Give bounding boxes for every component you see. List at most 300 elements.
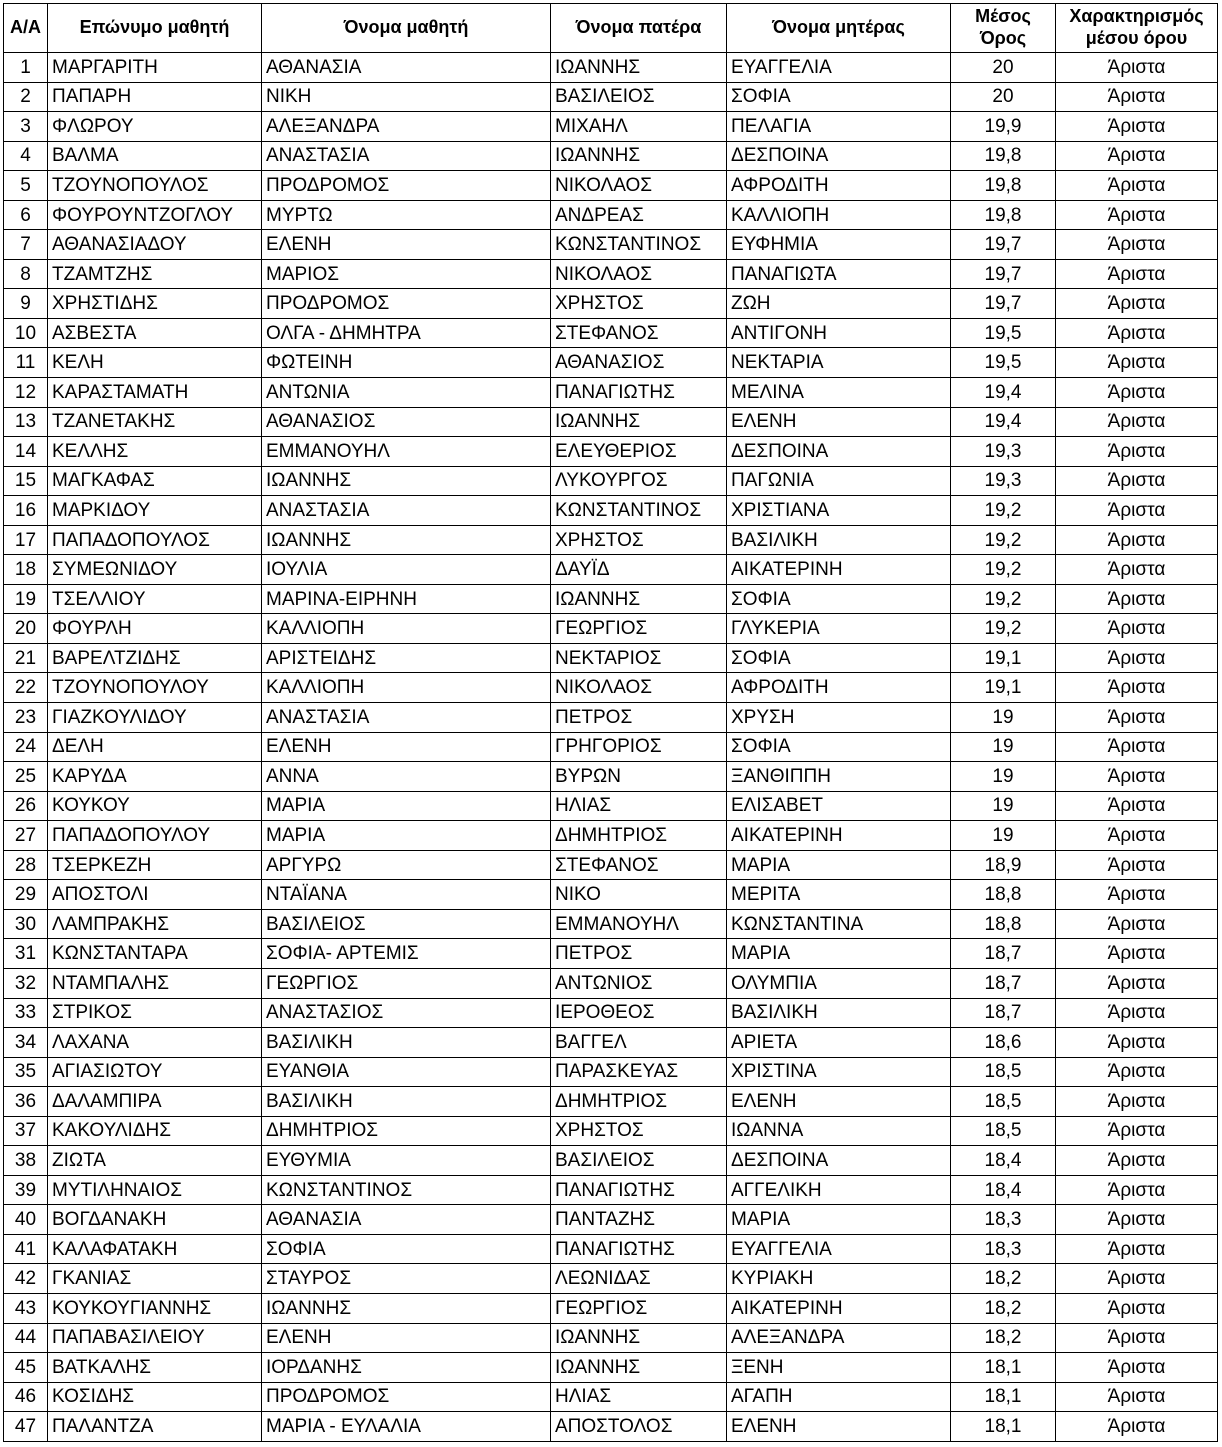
cell-father: ΙΩΑΝΝΗΣ bbox=[551, 584, 727, 614]
cell-grade: Άριστα bbox=[1056, 437, 1218, 467]
cell-surname: ΚΑΡΑΣΤΑΜΑΤΗ bbox=[48, 378, 262, 408]
cell-surname: ΑΓΙΑΣΙΩΤΟΥ bbox=[48, 1057, 262, 1087]
cell-name: ΕΥΑΝΘΙΑ bbox=[262, 1057, 551, 1087]
table-row bbox=[4, 289, 1218, 319]
cell-father: ΧΡΗΣΤΟΣ bbox=[551, 1116, 727, 1146]
cell-mother: ΚΑΛΛΙΟΠΗ bbox=[727, 200, 951, 230]
cell-father: ΠΕΤΡΟΣ bbox=[551, 939, 727, 969]
cell-mother: ΙΩΑΝΝΑ bbox=[727, 1116, 951, 1146]
cell-father: ΔΑΥΪΔ bbox=[551, 555, 727, 585]
cell-name: ΑΝΑΣΤΑΣΙΑ bbox=[262, 496, 551, 526]
cell-average: 19,2 bbox=[951, 525, 1056, 555]
cell-surname: ΑΠΟΣΤΟΛΙ bbox=[48, 880, 262, 910]
cell-mother: ΑΛΕΞΑΝΔΡΑ bbox=[727, 1323, 951, 1353]
cell-average: 18,9 bbox=[951, 850, 1056, 880]
cell-mother: ΒΑΣΙΛΙΚΗ bbox=[727, 998, 951, 1028]
cell-mother: ΖΩΗ bbox=[727, 289, 951, 319]
cell-surname: ΝΤΑΜΠΑΛΗΣ bbox=[48, 968, 262, 998]
table-row bbox=[4, 200, 1218, 230]
cell-average: 20 bbox=[951, 53, 1056, 83]
students-table bbox=[3, 3, 1218, 1442]
cell-father: ΑΝΤΩΝΙΟΣ bbox=[551, 968, 727, 998]
cell-name: ΒΑΣΙΛΙΚΗ bbox=[262, 1028, 551, 1058]
cell-surname: ΔΕΛΗ bbox=[48, 732, 262, 762]
cell-name: ΙΩΑΝΝΗΣ bbox=[262, 466, 551, 496]
table-row bbox=[4, 437, 1218, 467]
header-grade bbox=[1056, 4, 1218, 53]
cell-name: ΑΝΝΑ bbox=[262, 762, 551, 792]
cell-surname: ΜΥΤΙΛΗΝΑΙΟΣ bbox=[48, 1175, 262, 1205]
cell-mother: ΝΕΚΤΑΡΙΑ bbox=[727, 348, 951, 378]
cell-name: ΙΩΑΝΝΗΣ bbox=[262, 525, 551, 555]
table-row bbox=[4, 643, 1218, 673]
cell-aa: 43 bbox=[4, 1293, 48, 1323]
cell-aa: 19 bbox=[4, 584, 48, 614]
table-row bbox=[4, 1382, 1218, 1412]
cell-grade: Άριστα bbox=[1056, 407, 1218, 437]
cell-aa: 38 bbox=[4, 1146, 48, 1176]
cell-mother: ΠΕΛΑΓΙΑ bbox=[727, 112, 951, 142]
cell-average: 18,4 bbox=[951, 1146, 1056, 1176]
cell-surname: ΤΖΑΝΕΤΑΚΗΣ bbox=[48, 407, 262, 437]
cell-grade: Άριστα bbox=[1056, 643, 1218, 673]
cell-surname: ΚΟΥΚΟΥ bbox=[48, 791, 262, 821]
cell-name: ΕΛΕΝΗ bbox=[262, 1323, 551, 1353]
table-row bbox=[4, 53, 1218, 83]
cell-grade: Άριστα bbox=[1056, 939, 1218, 969]
cell-name: ΒΑΣΙΛΕΙΟΣ bbox=[262, 909, 551, 939]
cell-surname: ΛΑΧΑΝΑ bbox=[48, 1028, 262, 1058]
cell-mother: ΜΕΡΙΤΑ bbox=[727, 880, 951, 910]
header-surname: Επώνυμο μαθητή bbox=[48, 4, 262, 53]
cell-surname: ΤΖΑΜΤΖΗΣ bbox=[48, 259, 262, 289]
cell-surname: ΠΑΠΑΔΟΠΟΥΛΟΣ bbox=[48, 525, 262, 555]
cell-name: ΕΛΕΝΗ bbox=[262, 732, 551, 762]
cell-surname: ΤΣΕΡΚΕΖΗ bbox=[48, 850, 262, 880]
table-row bbox=[4, 673, 1218, 703]
cell-father: ΛΕΩΝΙΔΑΣ bbox=[551, 1264, 727, 1294]
cell-surname: ΚΩΝΣΤΑΝΤΑΡΑ bbox=[48, 939, 262, 969]
header-father: Όνομα πατέρα bbox=[551, 4, 727, 53]
cell-aa: 11 bbox=[4, 348, 48, 378]
table-row bbox=[4, 555, 1218, 585]
header-average-line2: Όρος bbox=[979, 28, 1027, 48]
cell-average: 18,7 bbox=[951, 939, 1056, 969]
table-row bbox=[4, 1175, 1218, 1205]
cell-name: ΑΝΑΣΤΑΣΙΑ bbox=[262, 141, 551, 171]
cell-mother: ΔΕΣΠΟΙΝΑ bbox=[727, 437, 951, 467]
cell-aa: 8 bbox=[4, 259, 48, 289]
cell-aa: 39 bbox=[4, 1175, 48, 1205]
cell-average: 19 bbox=[951, 703, 1056, 733]
cell-surname: ΑΘΑΝΑΣΙΑΔΟΥ bbox=[48, 230, 262, 260]
cell-father: ΠΑΝΑΓΙΩΤΗΣ bbox=[551, 1175, 727, 1205]
cell-father: ΣΤΕΦΑΝΟΣ bbox=[551, 318, 727, 348]
cell-mother: ΠΑΓΩΝΙΑ bbox=[727, 466, 951, 496]
cell-aa: 45 bbox=[4, 1353, 48, 1383]
cell-average: 19,7 bbox=[951, 230, 1056, 260]
cell-mother: ΑΦΡΟΔΙΤΗ bbox=[727, 673, 951, 703]
cell-father: ΒΑΣΙΛΕΙΟΣ bbox=[551, 1146, 727, 1176]
cell-grade: Άριστα bbox=[1056, 880, 1218, 910]
cell-name: ΑΘΑΝΑΣΙΑ bbox=[262, 1205, 551, 1235]
header-grade-line1: Χαρακτηρισμός bbox=[1069, 6, 1204, 27]
cell-surname: ΠΑΠΑΔΟΠΟΥΛΟΥ bbox=[48, 821, 262, 851]
cell-aa: 6 bbox=[4, 200, 48, 230]
cell-average: 19,1 bbox=[951, 673, 1056, 703]
cell-grade: Άριστα bbox=[1056, 1116, 1218, 1146]
cell-grade: Άριστα bbox=[1056, 998, 1218, 1028]
cell-aa: 27 bbox=[4, 821, 48, 851]
cell-name: ΣΟΦΙΑ- ΑΡΤΕΜΙΣ bbox=[262, 939, 551, 969]
cell-father: ΓΕΩΡΓΙΟΣ bbox=[551, 614, 727, 644]
table-row bbox=[4, 318, 1218, 348]
cell-name: ΙΟΥΛΙΑ bbox=[262, 555, 551, 585]
table-row bbox=[4, 1293, 1218, 1323]
cell-name: ΠΡΟΔΡΟΜΟΣ bbox=[262, 171, 551, 201]
cell-surname: ΑΣΒΕΣΤΑ bbox=[48, 318, 262, 348]
cell-aa: 37 bbox=[4, 1116, 48, 1146]
cell-mother: ΜΑΡΙΑ bbox=[727, 939, 951, 969]
cell-surname: ΤΖΟΥΝΟΠΟΥΛΟΥ bbox=[48, 673, 262, 703]
cell-name: ΑΡΓΥΡΩ bbox=[262, 850, 551, 880]
cell-average: 19,8 bbox=[951, 171, 1056, 201]
cell-father: ΙΕΡΟΘΕΟΣ bbox=[551, 998, 727, 1028]
cell-average: 18,1 bbox=[951, 1412, 1056, 1442]
cell-surname: ΧΡΗΣΤΙΔΗΣ bbox=[48, 289, 262, 319]
cell-name: ΑΝΑΣΤΑΣΙΑ bbox=[262, 703, 551, 733]
table-row bbox=[4, 378, 1218, 408]
cell-grade: Άριστα bbox=[1056, 1175, 1218, 1205]
cell-average: 18,2 bbox=[951, 1293, 1056, 1323]
table-row bbox=[4, 968, 1218, 998]
cell-surname: ΚΑΡΥΔΑ bbox=[48, 762, 262, 792]
table-row bbox=[4, 850, 1218, 880]
cell-mother: ΓΛΥΚΕΡΙΑ bbox=[727, 614, 951, 644]
cell-aa: 7 bbox=[4, 230, 48, 260]
cell-aa: 46 bbox=[4, 1382, 48, 1412]
table-row bbox=[4, 112, 1218, 142]
cell-average: 19,9 bbox=[951, 112, 1056, 142]
cell-name: ΜΑΡΙΑ bbox=[262, 821, 551, 851]
cell-father: ΔΗΜΗΤΡΙΟΣ bbox=[551, 821, 727, 851]
cell-aa: 9 bbox=[4, 289, 48, 319]
table-row bbox=[4, 1264, 1218, 1294]
cell-grade: Άριστα bbox=[1056, 525, 1218, 555]
cell-average: 18,3 bbox=[951, 1205, 1056, 1235]
cell-mother: ΔΕΣΠΟΙΝΑ bbox=[727, 141, 951, 171]
cell-aa: 32 bbox=[4, 968, 48, 998]
cell-grade: Άριστα bbox=[1056, 230, 1218, 260]
cell-name: ΕΜΜΑΝΟΥΗΛ bbox=[262, 437, 551, 467]
cell-aa: 26 bbox=[4, 791, 48, 821]
cell-father: ΗΛΙΑΣ bbox=[551, 1382, 727, 1412]
cell-mother: ΞΕΝΗ bbox=[727, 1353, 951, 1383]
cell-grade: Άριστα bbox=[1056, 171, 1218, 201]
cell-surname: ΜΑΡΓΑΡΙΤΗ bbox=[48, 53, 262, 83]
cell-average: 19,2 bbox=[951, 496, 1056, 526]
cell-name: ΒΑΣΙΛΙΚΗ bbox=[262, 1087, 551, 1117]
cell-grade: Άριστα bbox=[1056, 1234, 1218, 1264]
cell-average: 19,3 bbox=[951, 466, 1056, 496]
table-row bbox=[4, 998, 1218, 1028]
cell-surname: ΚΑΚΟΥΛΙΔΗΣ bbox=[48, 1116, 262, 1146]
cell-aa: 18 bbox=[4, 555, 48, 585]
cell-father: ΑΘΑΝΑΣΙΟΣ bbox=[551, 348, 727, 378]
cell-mother: ΟΛΥΜΠΙΑ bbox=[727, 968, 951, 998]
table-row bbox=[4, 762, 1218, 792]
cell-father: ΙΩΑΝΝΗΣ bbox=[551, 1323, 727, 1353]
table-row bbox=[4, 821, 1218, 851]
cell-surname: ΛΑΜΠΡΑΚΗΣ bbox=[48, 909, 262, 939]
cell-aa: 17 bbox=[4, 525, 48, 555]
cell-mother: ΑΙΚΑΤΕΡΙΝΗ bbox=[727, 821, 951, 851]
cell-grade: Άριστα bbox=[1056, 673, 1218, 703]
cell-grade: Άριστα bbox=[1056, 732, 1218, 762]
cell-name: ΠΡΟΔΡΟΜΟΣ bbox=[262, 289, 551, 319]
cell-grade: Άριστα bbox=[1056, 259, 1218, 289]
cell-average: 18,3 bbox=[951, 1234, 1056, 1264]
cell-name: ΣΟΦΙΑ bbox=[262, 1234, 551, 1264]
cell-average: 19,5 bbox=[951, 348, 1056, 378]
table-row bbox=[4, 584, 1218, 614]
table-row bbox=[4, 703, 1218, 733]
cell-average: 18,5 bbox=[951, 1057, 1056, 1087]
cell-average: 19,3 bbox=[951, 437, 1056, 467]
cell-average: 18,8 bbox=[951, 880, 1056, 910]
cell-aa: 31 bbox=[4, 939, 48, 969]
table-row bbox=[4, 1087, 1218, 1117]
cell-surname: ΠΑΛΑΝΤΖΑ bbox=[48, 1412, 262, 1442]
cell-grade: Άριστα bbox=[1056, 1146, 1218, 1176]
cell-father: ΙΩΑΝΝΗΣ bbox=[551, 53, 727, 83]
cell-father: ΠΑΝΑΓΙΩΤΗΣ bbox=[551, 378, 727, 408]
cell-father: ΝΕΚΤΑΡΙΟΣ bbox=[551, 643, 727, 673]
cell-grade: Άριστα bbox=[1056, 1087, 1218, 1117]
cell-grade: Άριστα bbox=[1056, 968, 1218, 998]
cell-average: 18,5 bbox=[951, 1116, 1056, 1146]
cell-mother: ΜΕΛΙΝΑ bbox=[727, 378, 951, 408]
cell-surname: ΦΟΥΡΟΥΝΤΖΟΓΛΟΥ bbox=[48, 200, 262, 230]
cell-father: ΙΩΑΝΝΗΣ bbox=[551, 407, 727, 437]
cell-average: 18,2 bbox=[951, 1323, 1056, 1353]
header-name: Όνομα μαθητή bbox=[262, 4, 551, 53]
header-average bbox=[951, 4, 1056, 53]
cell-name: ΚΑΛΛΙΟΠΗ bbox=[262, 673, 551, 703]
cell-father: ΙΩΑΝΝΗΣ bbox=[551, 1353, 727, 1383]
cell-average: 19 bbox=[951, 791, 1056, 821]
cell-mother: ΣΟΦΙΑ bbox=[727, 584, 951, 614]
cell-aa: 15 bbox=[4, 466, 48, 496]
cell-grade: Άριστα bbox=[1056, 496, 1218, 526]
cell-grade: Άριστα bbox=[1056, 141, 1218, 171]
cell-average: 19,2 bbox=[951, 555, 1056, 585]
cell-surname: ΦΟΥΡΛΗ bbox=[48, 614, 262, 644]
cell-father: ΣΤΕΦΑΝΟΣ bbox=[551, 850, 727, 880]
cell-aa: 25 bbox=[4, 762, 48, 792]
cell-name: ΠΡΟΔΡΟΜΟΣ bbox=[262, 1382, 551, 1412]
cell-father: ΓΕΩΡΓΙΟΣ bbox=[551, 1293, 727, 1323]
cell-name: ΚΑΛΛΙΟΠΗ bbox=[262, 614, 551, 644]
cell-name: ΙΩΑΝΝΗΣ bbox=[262, 1293, 551, 1323]
cell-mother: ΑΙΚΑΤΕΡΙΝΗ bbox=[727, 555, 951, 585]
cell-average: 18,2 bbox=[951, 1264, 1056, 1294]
cell-average: 19,2 bbox=[951, 614, 1056, 644]
cell-father: ΕΛΕΥΘΕΡΙΟΣ bbox=[551, 437, 727, 467]
cell-grade: Άριστα bbox=[1056, 1264, 1218, 1294]
cell-average: 19,4 bbox=[951, 378, 1056, 408]
cell-name: ΓΕΩΡΓΙΟΣ bbox=[262, 968, 551, 998]
cell-father: ΒΑΓΓΕΛ bbox=[551, 1028, 727, 1058]
cell-aa: 40 bbox=[4, 1205, 48, 1235]
cell-surname: ΒΑΤΚΑΛΗΣ bbox=[48, 1353, 262, 1383]
cell-father: ΒΑΣΙΛΕΙΟΣ bbox=[551, 82, 727, 112]
cell-surname: ΒΟΓΔΑΝΑΚΗ bbox=[48, 1205, 262, 1235]
table-row bbox=[4, 1353, 1218, 1383]
cell-father: ΒΥΡΩΝ bbox=[551, 762, 727, 792]
cell-mother: ΕΛΕΝΗ bbox=[727, 1087, 951, 1117]
cell-aa: 3 bbox=[4, 112, 48, 142]
cell-average: 18,7 bbox=[951, 998, 1056, 1028]
cell-mother: ΕΥΦΗΜΙΑ bbox=[727, 230, 951, 260]
table-row bbox=[4, 732, 1218, 762]
cell-father: ΚΩΝΣΤΑΝΤΙΝΟΣ bbox=[551, 230, 727, 260]
cell-name: ΑΝΤΩΝΙΑ bbox=[262, 378, 551, 408]
cell-surname: ΜΑΡΚΙΔΟΥ bbox=[48, 496, 262, 526]
cell-aa: 41 bbox=[4, 1234, 48, 1264]
cell-grade: Άριστα bbox=[1056, 584, 1218, 614]
table-row bbox=[4, 259, 1218, 289]
cell-mother: ΞΑΝΘΙΠΠΗ bbox=[727, 762, 951, 792]
cell-aa: 29 bbox=[4, 880, 48, 910]
table-row bbox=[4, 348, 1218, 378]
cell-grade: Άριστα bbox=[1056, 112, 1218, 142]
cell-mother: ΠΑΝΑΓΙΩΤΑ bbox=[727, 259, 951, 289]
table-row bbox=[4, 614, 1218, 644]
cell-father: ΝΙΚΟ bbox=[551, 880, 727, 910]
cell-name: ΜΑΡΙΝΑ-ΕΙΡΗΝΗ bbox=[262, 584, 551, 614]
cell-aa: 34 bbox=[4, 1028, 48, 1058]
table-row bbox=[4, 791, 1218, 821]
cell-name: ΑΡΙΣΤΕΙΔΗΣ bbox=[262, 643, 551, 673]
cell-father: ΠΑΡΑΣΚΕΥΑΣ bbox=[551, 1057, 727, 1087]
header-average-line1: Μέσος bbox=[975, 6, 1031, 27]
table-row bbox=[4, 466, 1218, 496]
cell-father: ΓΡΗΓΟΡΙΟΣ bbox=[551, 732, 727, 762]
header-aa: Α/Α bbox=[4, 4, 48, 53]
table-row bbox=[4, 1116, 1218, 1146]
cell-surname: ΓΙΑΖΚΟΥΛΙΔΟΥ bbox=[48, 703, 262, 733]
cell-average: 19,8 bbox=[951, 141, 1056, 171]
cell-grade: Άριστα bbox=[1056, 1323, 1218, 1353]
cell-surname: ΚΟΥΚΟΥΓΙΑΝΝΗΣ bbox=[48, 1293, 262, 1323]
cell-father: ΑΠΟΣΤΟΛΟΣ bbox=[551, 1412, 727, 1442]
cell-mother: ΚΩΝΣΤΑΝΤΙΝΑ bbox=[727, 909, 951, 939]
table-row bbox=[4, 1028, 1218, 1058]
cell-mother: ΣΟΦΙΑ bbox=[727, 643, 951, 673]
table-row bbox=[4, 1205, 1218, 1235]
cell-aa: 13 bbox=[4, 407, 48, 437]
table-row bbox=[4, 171, 1218, 201]
cell-mother: ΣΟΦΙΑ bbox=[727, 732, 951, 762]
cell-surname: ΔΑΛΑΜΠΙΡΑ bbox=[48, 1087, 262, 1117]
cell-mother: ΑΦΡΟΔΙΤΗ bbox=[727, 171, 951, 201]
cell-surname: ΣΥΜΕΩΝΙΔΟΥ bbox=[48, 555, 262, 585]
cell-aa: 22 bbox=[4, 673, 48, 703]
cell-name: ΜΑΡΙΑ - ΕΥΛΑΛΙΑ bbox=[262, 1412, 551, 1442]
cell-father: ΝΙΚΟΛΑΟΣ bbox=[551, 171, 727, 201]
cell-father: ΕΜΜΑΝΟΥΗΛ bbox=[551, 909, 727, 939]
cell-surname: ΚΕΛΛΗΣ bbox=[48, 437, 262, 467]
cell-grade: Άριστα bbox=[1056, 762, 1218, 792]
cell-aa: 23 bbox=[4, 703, 48, 733]
cell-father: ΠΑΝΑΓΙΩΤΗΣ bbox=[551, 1234, 727, 1264]
cell-average: 18,6 bbox=[951, 1028, 1056, 1058]
cell-aa: 36 bbox=[4, 1087, 48, 1117]
cell-name: ΚΩΝΣΤΑΝΤΙΝΟΣ bbox=[262, 1175, 551, 1205]
cell-father: ΧΡΗΣΤΟΣ bbox=[551, 289, 727, 319]
cell-mother: ΧΡΥΣΗ bbox=[727, 703, 951, 733]
cell-aa: 12 bbox=[4, 378, 48, 408]
table-row bbox=[4, 1412, 1218, 1442]
cell-aa: 44 bbox=[4, 1323, 48, 1353]
cell-average: 19,2 bbox=[951, 584, 1056, 614]
cell-average: 19 bbox=[951, 762, 1056, 792]
cell-grade: Άριστα bbox=[1056, 1028, 1218, 1058]
cell-aa: 4 bbox=[4, 141, 48, 171]
table-row bbox=[4, 1057, 1218, 1087]
cell-name: ΣΤΑΥΡΟΣ bbox=[262, 1264, 551, 1294]
cell-average: 18,8 bbox=[951, 909, 1056, 939]
cell-average: 18,7 bbox=[951, 968, 1056, 998]
cell-grade: Άριστα bbox=[1056, 466, 1218, 496]
cell-aa: 2 bbox=[4, 82, 48, 112]
cell-grade: Άριστα bbox=[1056, 1205, 1218, 1235]
cell-surname: ΚΟΣΙΔΗΣ bbox=[48, 1382, 262, 1412]
cell-name: ΕΛΕΝΗ bbox=[262, 230, 551, 260]
cell-father: ΗΛΙΑΣ bbox=[551, 791, 727, 821]
cell-grade: Άριστα bbox=[1056, 82, 1218, 112]
cell-average: 19,5 bbox=[951, 318, 1056, 348]
cell-mother: ΜΑΡΙΑ bbox=[727, 1205, 951, 1235]
cell-aa: 10 bbox=[4, 318, 48, 348]
header-row bbox=[4, 4, 1218, 53]
cell-mother: ΒΑΣΙΛΙΚΗ bbox=[727, 525, 951, 555]
cell-average: 19 bbox=[951, 732, 1056, 762]
cell-average: 18,1 bbox=[951, 1382, 1056, 1412]
cell-surname: ΠΑΠΑΡΗ bbox=[48, 82, 262, 112]
cell-father: ΚΩΝΣΤΑΝΤΙΝΟΣ bbox=[551, 496, 727, 526]
cell-name: ΑΛΕΞΑΝΔΡΑ bbox=[262, 112, 551, 142]
cell-name: ΟΛΓΑ - ΔΗΜΗΤΡΑ bbox=[262, 318, 551, 348]
cell-mother: ΑΝΤΙΓΟΝΗ bbox=[727, 318, 951, 348]
cell-mother: ΧΡΙΣΤΙΑΝΑ bbox=[727, 496, 951, 526]
cell-grade: Άριστα bbox=[1056, 909, 1218, 939]
cell-grade: Άριστα bbox=[1056, 1293, 1218, 1323]
cell-grade: Άριστα bbox=[1056, 318, 1218, 348]
cell-grade: Άριστα bbox=[1056, 703, 1218, 733]
cell-aa: 24 bbox=[4, 732, 48, 762]
cell-aa: 42 bbox=[4, 1264, 48, 1294]
cell-name: ΦΩΤΕΙΝΗ bbox=[262, 348, 551, 378]
cell-grade: Άριστα bbox=[1056, 200, 1218, 230]
cell-surname: ΒΑΡΕΛΤΖΙΔΗΣ bbox=[48, 643, 262, 673]
cell-aa: 5 bbox=[4, 171, 48, 201]
cell-aa: 20 bbox=[4, 614, 48, 644]
cell-father: ΠΕΤΡΟΣ bbox=[551, 703, 727, 733]
cell-name: ΑΘΑΝΑΣΙΑ bbox=[262, 53, 551, 83]
cell-grade: Άριστα bbox=[1056, 1382, 1218, 1412]
